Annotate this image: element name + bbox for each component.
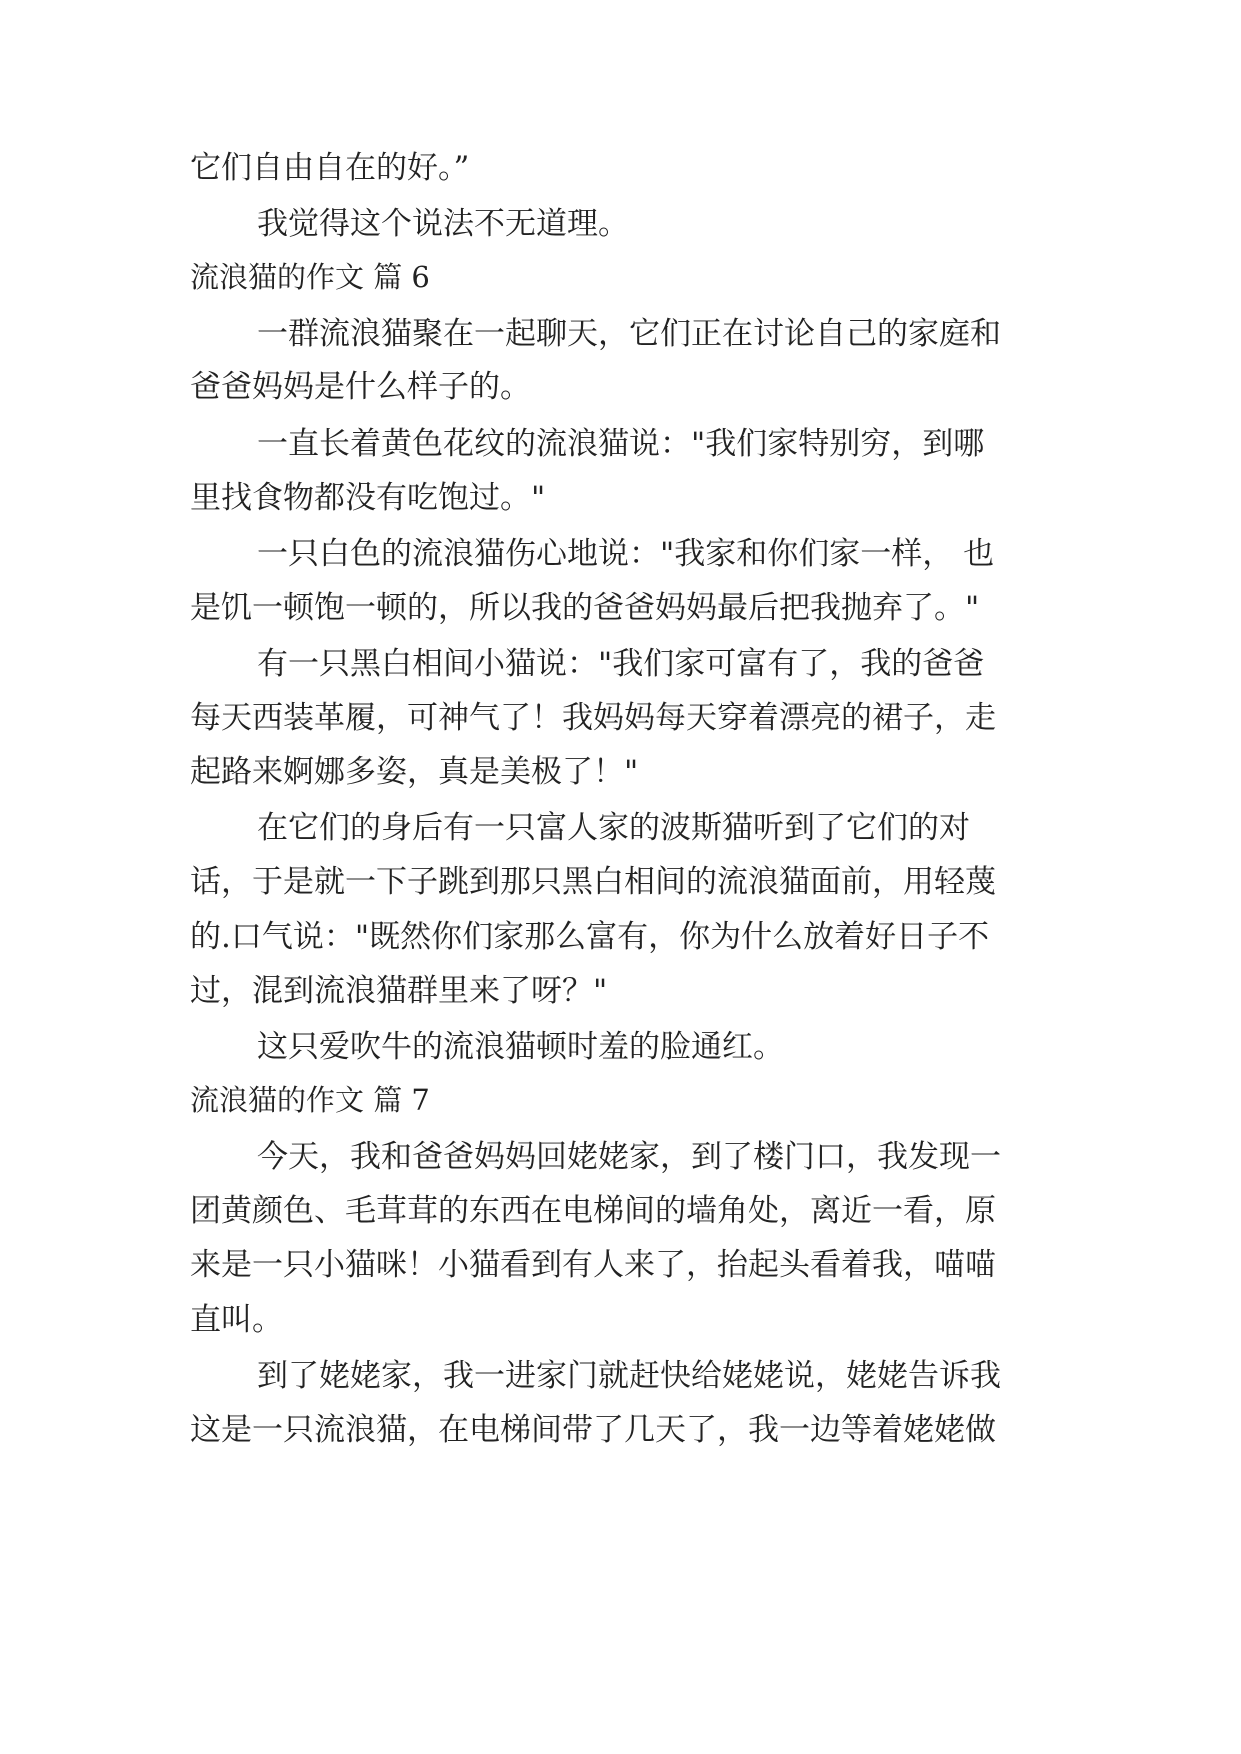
paragraph-line: 这只爱吹牛的流浪猫顿时羞的脸通红。 [257, 1029, 784, 1065]
paragraph-line: 起路来婀娜多姿，真是美极了！" [190, 754, 639, 790]
paragraph-line: 到了姥姥家，我一进家门就赶快给姥姥说，姥姥告诉我 [257, 1358, 1001, 1394]
paragraph-line: 的.口气说："既然你们家那么富有，你为什么放着好日子不 [190, 919, 990, 955]
paragraph-line: 来是一只小猫咪！小猫看到有人来了，抬起头看着我，喵喵 [190, 1247, 996, 1283]
paragraph-line: 它们自由自在的好。” [190, 150, 470, 186]
paragraph-line: 每天西装革履，可神气了！我妈妈每天穿着漂亮的裙子，走 [190, 700, 996, 736]
paragraph-line: 有一只黑白相间小猫说："我们家可富有了，我的爸爸 [257, 646, 985, 682]
section-heading: 流浪猫的作文 篇 7 [190, 1083, 430, 1117]
paragraph-line: 话，于是就一下子跳到那只黑白相间的流浪猫面前，用轻蔑 [190, 864, 996, 900]
paragraph-line: 过，混到流浪猫群里来了呀？" [190, 973, 608, 1009]
paragraph-line: 一直长着黄色花纹的流浪猫说："我们家特别穷，到哪 [257, 426, 985, 462]
paragraph-line: 一群流浪猫聚在一起聊天，它们正在讨论自己的家庭和 [257, 316, 1001, 352]
paragraph-line: 今天，我和爸爸妈妈回姥姥家，到了楼门口，我发现一 [257, 1139, 1001, 1175]
paragraph-line: 团黄颜色、毛茸茸的东西在电梯间的墙角处，离近一看，原 [190, 1193, 996, 1229]
paragraph-line: 这是一只流浪猫，在电梯间带了几天了，我一边等着姥姥做 [190, 1412, 996, 1448]
paragraph-line: 爸爸妈妈是什么样子的。 [190, 369, 531, 405]
section-heading: 流浪猫的作文 篇 6 [190, 260, 430, 294]
paragraph-line: 一只白色的流浪猫伤心地说："我家和你们家一样， 也 [257, 536, 995, 572]
paragraph-line: 我觉得这个说法不无道理。 [257, 206, 629, 242]
paragraph-line: 是饥一顿饱一顿的，所以我的爸爸妈妈最后把我抛弃了。" [190, 590, 980, 626]
paragraph-line: 直叫。 [190, 1302, 283, 1338]
paragraph-line: 在它们的身后有一只富人家的波斯猫听到了它们的对 [257, 810, 970, 846]
paragraph-line: 里找食物都没有吃饱过。" [190, 480, 546, 516]
